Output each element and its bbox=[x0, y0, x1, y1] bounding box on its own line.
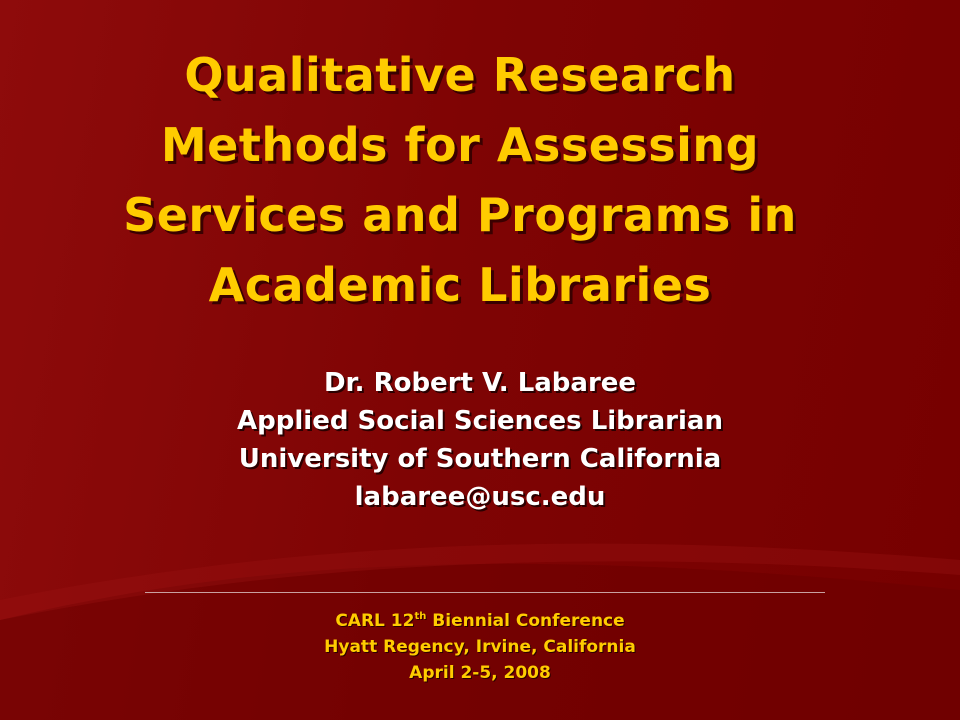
title-line: Services and Programs in bbox=[123, 188, 797, 242]
author-position: Applied Social Sciences Librarian bbox=[237, 406, 723, 436]
conference-block bbox=[180, 608, 780, 686]
author-name: Dr. Robert V. Labaree bbox=[323, 368, 637, 398]
author-block bbox=[80, 364, 880, 516]
author-email: labaree@usc.edu bbox=[354, 482, 606, 512]
title-line: Methods for Assessing bbox=[160, 118, 760, 172]
conference-name bbox=[180, 608, 780, 634]
slide-title bbox=[40, 40, 880, 320]
conference-name-suffix: Biennial Conference bbox=[426, 611, 625, 631]
divider-line bbox=[145, 592, 825, 593]
conference-venue: Hyatt Regency, Irvine, California bbox=[324, 637, 636, 657]
conference-name-prefix: CARL 12 bbox=[335, 611, 415, 631]
title-line: Qualitative Research bbox=[184, 48, 736, 102]
conference-name-superscript: th bbox=[414, 611, 427, 622]
conference-dates: April 2-5, 2008 bbox=[409, 663, 551, 683]
title-line: Academic Libraries bbox=[208, 258, 712, 312]
author-institution: University of Southern California bbox=[238, 444, 722, 474]
